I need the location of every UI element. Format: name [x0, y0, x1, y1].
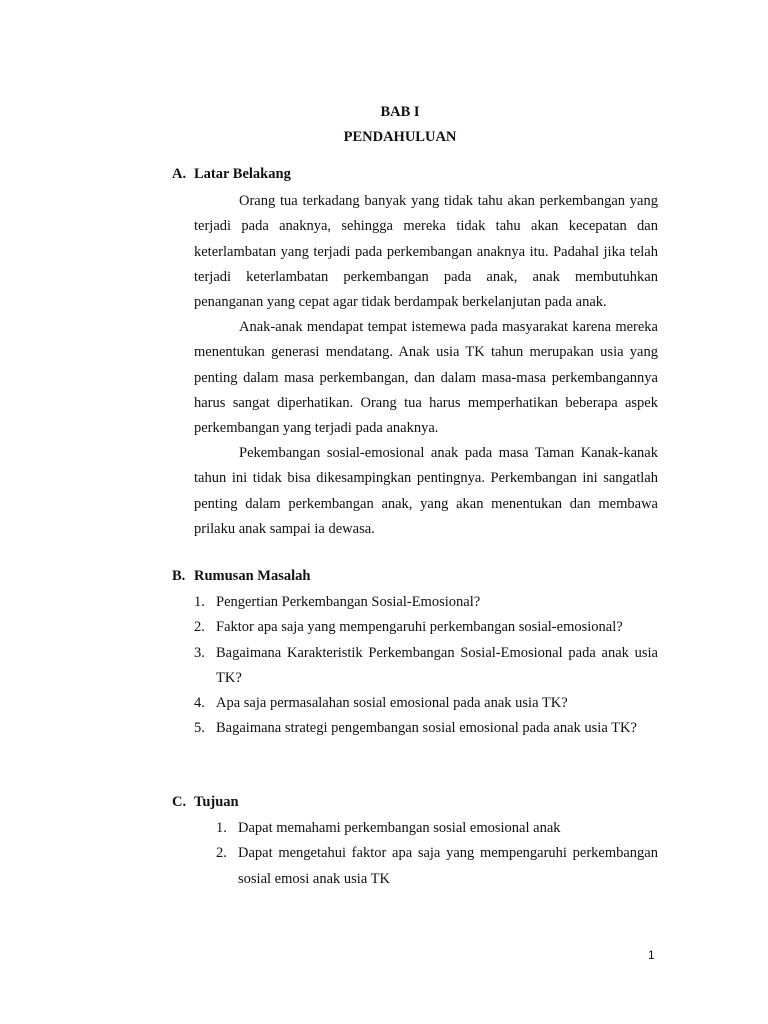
- list-item-text: Pengertian Perkembangan Sosial-Emosional?: [216, 594, 481, 610]
- chapter-title: PENDAHULUAN: [343, 129, 457, 145]
- list-item-number: 2.: [216, 845, 227, 862]
- list-item: [216, 816, 658, 841]
- section-c-letter: C.: [172, 794, 187, 810]
- objective-list: [216, 816, 658, 892]
- list-item-number: 5.: [194, 720, 205, 737]
- list-item-text: Faktor apa saja yang mempengaruhi perkembangan sosial-emosional?: [216, 619, 623, 636]
- paragraph-3: Pekembangan sosial-emosional anak pada masa Taman Kanak-kanak tahun ini tidak bisa dikesampingkan pentingnya. Perkembangan ini sangatlah penting dalam perkembangan anak, yang akan menentukan dan membawa prilaku anak sampai ia dewasa.: [194, 445, 658, 537]
- list-item: [194, 615, 658, 640]
- chapter-label: BAB I: [380, 104, 420, 120]
- list-item-text: Dapat mengetahui faktor apa saja yang mempengaruhi perkembangan sosial emosi anak usia TK: [238, 845, 658, 887]
- section-a-title: Latar Belakang: [194, 166, 291, 182]
- section-a-heading: [172, 166, 291, 183]
- list-item-number: 4.: [194, 695, 205, 712]
- section-c-heading: [172, 794, 239, 811]
- list-item-number: 1.: [194, 594, 205, 610]
- list-item: [216, 841, 658, 892]
- list-item-text: Apa saja permasalahan sosial emosional pada anak usia TK?: [216, 695, 568, 712]
- list-item: [194, 691, 658, 716]
- paragraph-2: Anak-anak mendapat tempat istemewa pada masyarakat karena mereka menentukan generasi mendatang. Anak usia TK tahun merupakan usia yang penting dalam masa perkembangan, dan dalam masa-masa perkembangannya harus sangat diperhatikan. Orang tua harus memperhatikan beberapa aspek perkembangan yang terjadi pada anaknya.: [194, 319, 658, 437]
- page-number: 1: [648, 948, 655, 962]
- paragraph-1: Orang tua terkadang banyak yang tidak tahu akan perkembangan yang terjadi pada anaknya, sehingga mereka tidak tahu akan kecepatan dan keterlambatan yang terjadi pada perkembangan anaknya itu. Padahal jika telah terjadi keterlambatan perkembangan pada anak, anak membutuhkan penanganan yang cepat agar tidak berdampak berkelanjutan pada anak.: [194, 193, 658, 311]
- list-item: [194, 716, 658, 741]
- list-item-number: 3.: [194, 644, 205, 661]
- list-item-text: Bagaimana strategi pengembangan sosial emosional pada anak usia TK?: [216, 720, 637, 737]
- list-item-text: Dapat memahami perkembangan sosial emosional anak: [238, 820, 561, 836]
- list-item: [194, 641, 658, 692]
- problem-list: [194, 590, 658, 742]
- section-b-heading: [172, 568, 310, 585]
- list-item-text: Bagaimana Karakteristik Perkembangan Sosial-Emosional pada anak usia TK?: [216, 644, 658, 686]
- list-item-number: 1.: [216, 820, 227, 836]
- section-b-letter: B.: [172, 568, 186, 584]
- list-item: [194, 590, 658, 615]
- list-item-number: 2.: [194, 619, 205, 636]
- section-c-title: Tujuan: [194, 794, 239, 810]
- section-a-letter: A.: [172, 166, 187, 182]
- section-b-title: Rumusan Masalah: [194, 568, 311, 584]
